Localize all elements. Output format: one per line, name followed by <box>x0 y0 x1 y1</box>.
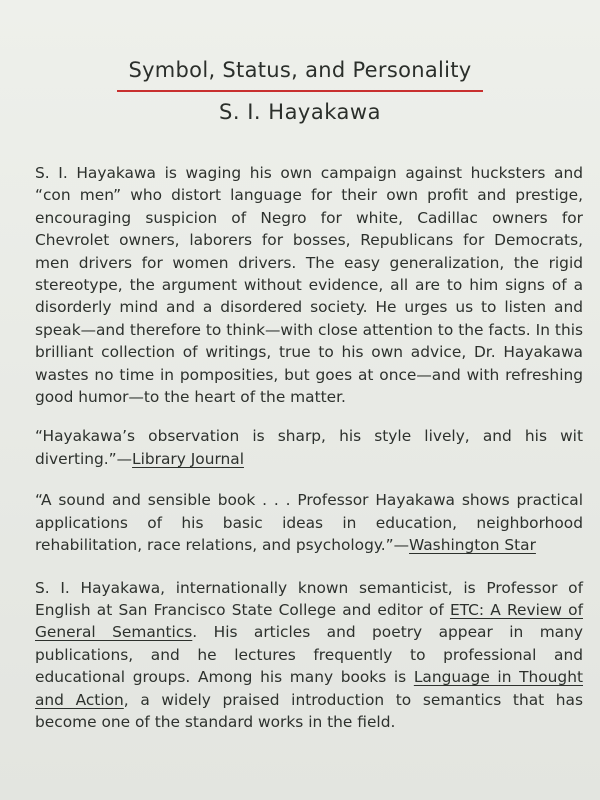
journal-title: ETC: A Review of General Semantics <box>35 600 583 642</box>
review-quote-text: “Hayakawa’s observation is sharp, his style lively, and his wit diverting.”— <box>35 427 583 468</box>
header <box>0 58 600 124</box>
review-quote-washington-star <box>35 489 583 556</box>
author-bio-paragraph <box>35 577 583 734</box>
review-source: Washington Star <box>409 536 536 555</box>
review-quote-library-journal <box>35 425 583 470</box>
review-quote-text: “A sound and sensible book . . . Professor Hayakawa shows practical applications of his basic ideas in education, neighborhood rehabilitation, race relations, and psychology.”— <box>35 491 583 555</box>
title-divider <box>117 90 483 92</box>
blurb-content <box>35 162 583 733</box>
book-title: Symbol, Status, and Personality <box>128 58 472 82</box>
book-author: S. I. Hayakawa <box>219 100 381 124</box>
bio-text: . His articles and poetry appear in many publications, and he lectures frequently to professional and educational groups. Among his many books is <box>35 623 583 687</box>
book-reference-title: Language in Thought and Action <box>35 668 583 709</box>
intro-paragraph: S. I. Hayakawa is waging his own campaign against hucksters and “con men” who distort language for their own profit and prestige, encouraging suspicion of Negro for white, Cadillac owners for Chevrolet owners, laborers for bosses, Republicans for Democrats, men drivers for women drivers. The easy generalization, the rigid stereotype, the argument without evidence, all are to him signs of a disorderly mind and a disordered society. He urges us to listen and speak—and therefore to think—with close attention to the facts. In this brilliant collection of writings, true to his own advice, Dr. Hayakawa wastes no time in pomposities, but goes at once—and with refreshing good humor—to the heart of the matter. <box>35 164 583 407</box>
bio-text: S. I. Hayakawa, internationally known semanticist, is Professor of English at San Francisco State College and editor of <box>35 578 583 619</box>
bio-text: , a widely praised introduction to semantics that has become one of the standard works in the field. <box>35 690 583 731</box>
review-source: Library Journal <box>132 449 244 468</box>
